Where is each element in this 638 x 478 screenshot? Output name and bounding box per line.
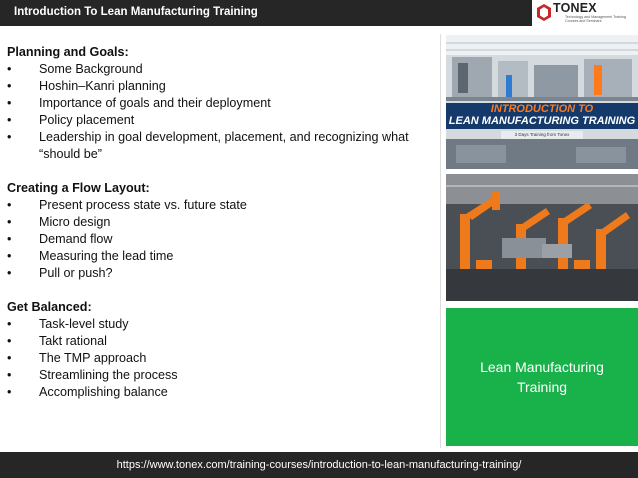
list-item-text: Streamlining the process <box>39 368 178 382</box>
section-title: Planning and Goals: <box>7 45 129 59</box>
list-item <box>7 197 437 214</box>
list-item <box>7 248 437 265</box>
bullet-icon: • <box>7 334 12 348</box>
list-item <box>7 214 437 231</box>
bullet-icon: • <box>7 113 12 127</box>
promo-banner <box>446 103 638 129</box>
bullet-icon: • <box>7 249 12 263</box>
tonex-logo-icon <box>537 4 551 21</box>
tonex-logo <box>532 0 638 26</box>
list-item-text: Policy placement <box>39 113 135 127</box>
callout-text: Lean Manufacturing Training <box>480 359 604 395</box>
list-item <box>7 384 437 401</box>
list-item-text: Pull or push? <box>39 266 113 280</box>
list-item-text: Accomplishing balance <box>39 385 168 399</box>
column-divider <box>440 34 441 448</box>
bullet-list <box>7 197 437 282</box>
bullet-icon: • <box>7 96 12 110</box>
callout-box <box>446 308 638 446</box>
bullet-icon: • <box>7 351 12 365</box>
promo-image <box>446 35 638 169</box>
slide-title: Introduction To Lean Manufacturing Training <box>14 6 258 18</box>
robotic-welding-line-photo-icon <box>446 174 638 301</box>
section-title: Creating a Flow Layout: <box>7 181 150 195</box>
section-flow-layout <box>7 180 437 282</box>
section-spacer <box>7 163 437 180</box>
bullet-list <box>7 316 437 401</box>
promo-subline: 3 Days Training from Tonex <box>501 131 583 139</box>
list-item <box>7 95 437 112</box>
section-title: Get Balanced: <box>7 300 92 314</box>
section-get-balanced <box>7 299 437 401</box>
list-item <box>7 350 437 367</box>
list-item-text: Task-level study <box>39 317 129 331</box>
list-item-text: Demand flow <box>39 232 113 246</box>
footer-bar <box>0 452 638 478</box>
list-item <box>7 78 437 95</box>
bullet-icon: • <box>7 62 12 76</box>
bullet-icon: • <box>7 198 12 212</box>
outline-content <box>7 44 437 401</box>
list-item-text: Micro design <box>39 215 111 229</box>
bullet-icon: • <box>7 79 12 93</box>
list-item <box>7 231 437 248</box>
list-item <box>7 316 437 333</box>
section-planning <box>7 44 437 163</box>
factory-floor-photo-icon <box>446 35 638 169</box>
list-item-text: Some Background <box>39 62 143 76</box>
list-item <box>7 265 437 282</box>
list-item <box>7 112 437 129</box>
promo-line1: INTRODUCTION TO <box>490 103 594 115</box>
logo-name: TONEX <box>553 1 597 15</box>
bullet-icon: • <box>7 215 12 229</box>
list-item-text: Hoshin–Kanri planning <box>39 79 166 93</box>
bullet-list <box>7 61 437 163</box>
list-item <box>7 333 437 350</box>
bullet-icon: • <box>7 385 12 399</box>
list-item-text: Importance of goals and their deployment <box>39 96 271 110</box>
list-item <box>7 61 437 78</box>
list-item-text: Takt rational <box>39 334 107 348</box>
promo-line2: LEAN MANUFACTURING TRAINING <box>448 115 636 127</box>
bullet-icon: • <box>7 368 12 382</box>
list-item <box>7 367 437 384</box>
list-item <box>7 129 437 163</box>
robot-image <box>446 174 638 301</box>
header-bar <box>0 0 638 26</box>
footer-url: https://www.tonex.com/training-courses/introduction-to-lean-manufacturing-training/ <box>116 459 522 471</box>
bullet-icon: • <box>7 317 12 331</box>
list-item-text: Leadership in goal development, placement, and recognizing what “should be” <box>39 130 409 161</box>
bullet-icon: • <box>7 232 12 246</box>
bullet-icon: • <box>7 266 12 280</box>
list-item-text: Present process state vs. future state <box>39 198 247 212</box>
list-item-text: The TMP approach <box>39 351 147 365</box>
section-spacer <box>7 282 437 299</box>
list-item-text: Measuring the lead time <box>39 249 174 263</box>
bullet-icon: • <box>7 130 12 144</box>
logo-tagline: Technology and Management Training Courses and Seminars <box>565 15 626 23</box>
